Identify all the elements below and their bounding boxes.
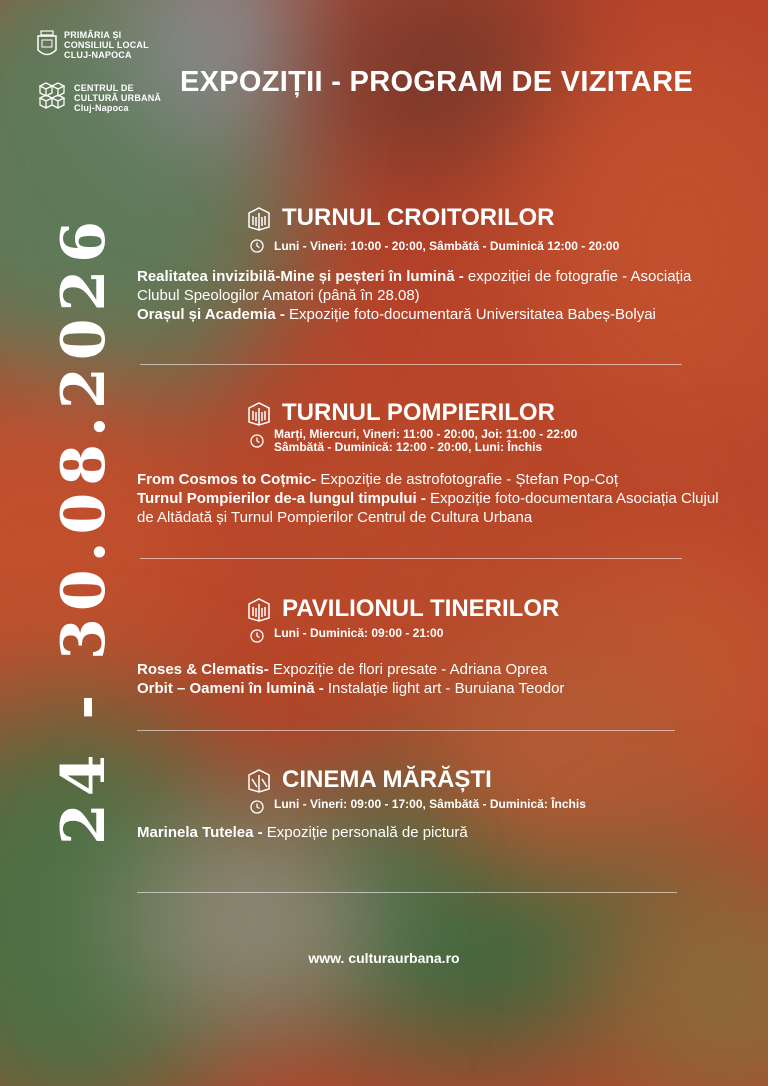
item-title: Orașul și Academia - — [137, 306, 290, 323]
hours-line: Luni - Duminică: 09:00 - 21:00 — [274, 626, 444, 640]
coat-of-arms-icon — [36, 30, 58, 60]
list-item — [137, 660, 737, 679]
primaria-line1: PRIMĂRIA ȘI — [64, 30, 122, 40]
item-desc: Expoziție foto-documentara Asociația Clujul de Altădată și Turnul Pompierilor Centrul de Cultura Urbana — [137, 490, 719, 526]
section-title: TURNUL POMPIERILOR — [282, 399, 555, 426]
section-turnul-pompierilor-header — [246, 399, 555, 427]
section-items — [137, 660, 737, 698]
item-desc: Expoziție de flori presate - Adriana Oprea — [272, 661, 548, 678]
primaria-line2: CONSILIUL LOCAL — [64, 40, 149, 50]
section-hours — [250, 428, 577, 454]
list-item — [137, 679, 737, 698]
divider — [137, 730, 675, 731]
list-item — [137, 489, 737, 527]
building-icon — [246, 767, 272, 793]
list-item — [137, 470, 737, 489]
building-icon — [246, 596, 272, 622]
section-pavilionul-tinerilor-header — [246, 595, 559, 623]
hours-line: Luni - Vineri: 10:00 - 20:00, Sâmbătă - Duminică 12:00 - 20:00 — [274, 239, 620, 253]
item-desc: expoziției de fotografie - Asociația Clubul Speologilor Amatori (până în 28.08) — [137, 268, 692, 304]
section-items — [137, 267, 737, 324]
building-icon — [246, 205, 272, 231]
section-title: CINEMA MĂRĂȘTI — [282, 766, 492, 793]
section-title: TURNUL CROITORILOR — [282, 204, 555, 231]
clock-icon — [250, 239, 264, 253]
hours-line: Sâmbătă - Duminică: 12:00 - 20:00, Luni: Închis — [274, 440, 543, 454]
section-hours — [250, 239, 619, 253]
centru-line3: Cluj-Napoca — [74, 103, 129, 113]
item-title: Roses & Clematis- — [137, 661, 273, 678]
item-title: Orbit – Oameni în lumină - — [137, 680, 328, 697]
website-link[interactable]: www. culturaurbana.ro — [308, 950, 460, 966]
section-hours — [250, 798, 586, 814]
item-desc: Expoziție de astrofotografie - Ștefan Pop-Coț — [320, 471, 619, 488]
primaria-logo — [36, 30, 149, 60]
cubes-logo-icon — [36, 80, 68, 114]
list-item — [137, 267, 737, 305]
list-item — [137, 823, 737, 842]
clock-icon — [250, 434, 264, 448]
divider — [140, 364, 682, 365]
item-desc: Expoziție personală de pictură — [266, 824, 468, 841]
section-turnul-croitorilor-header — [246, 204, 554, 232]
item-title: Marinela Tutelea - — [137, 824, 267, 841]
centru-line1: CENTRUL DE — [74, 83, 134, 93]
section-hours — [250, 627, 443, 643]
divider — [137, 892, 677, 893]
hours-line: Marți, Miercuri, Vineri: 11:00 - 20:00, Joi: 11:00 - 22:00 — [274, 427, 578, 441]
section-items — [137, 823, 737, 842]
building-icon — [246, 400, 272, 426]
item-title: From Cosmos to Coțmic- — [137, 471, 321, 488]
date-range: 24 - 30.08.2026 — [49, 214, 119, 845]
centru-logo — [36, 80, 161, 114]
hours-line: Luni - Vineri: 09:00 - 17:00, Sâmbătă - Duminică: Închis — [274, 797, 586, 811]
primaria-line3: CLUJ-NAPOCA — [64, 50, 132, 60]
list-item — [137, 305, 737, 324]
section-items — [137, 470, 737, 527]
clock-icon — [250, 800, 264, 814]
page-title: EXPOZIȚII - PROGRAM DE VIZITARE — [180, 66, 694, 98]
clock-icon — [250, 629, 264, 643]
section-title: PAVILIONUL TINERILOR — [282, 595, 560, 622]
divider — [140, 558, 682, 559]
centru-line2: CULTURĂ URBANĂ — [74, 93, 162, 103]
item-desc: Expoziție foto-documentară Universitatea Babeș-Bolyai — [289, 306, 656, 323]
item-desc: Instalație light art - Buruiana Teodor — [327, 680, 565, 697]
item-title: Realitatea invizibilă-Mine și peșteri în lumină - — [137, 268, 468, 285]
section-cinema-marasti-header — [246, 766, 492, 794]
item-title: Turnul Pompierilor de-a lungul timpului - — [137, 490, 431, 507]
